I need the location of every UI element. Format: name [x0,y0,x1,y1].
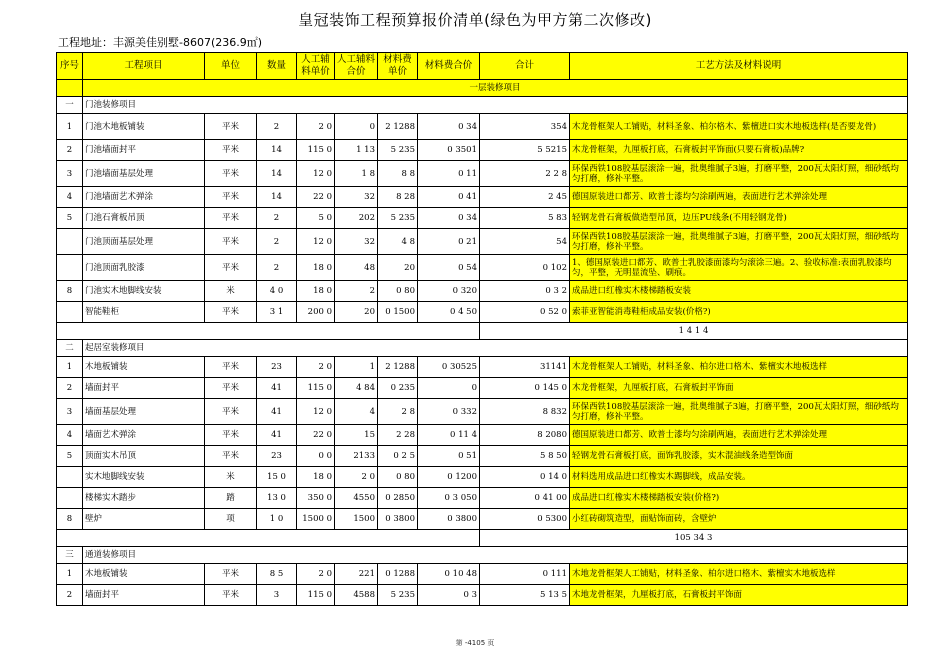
material-unit-price: 20 [378,255,418,281]
labor-unit-price: 18 0 [297,255,335,281]
material-unit-price: 5 235 [378,140,418,161]
floor-spacer [57,80,83,97]
table-row [57,255,908,281]
labor-unit-price: 115 0 [297,378,335,399]
table-row [57,467,908,488]
material-total: 0 10 48 [418,564,480,585]
item-name: 楼梯实木踏步 [83,488,205,509]
item-name: 门池墙面基层处理 [83,161,205,187]
labor-total: 202 [335,208,378,229]
header-row [57,53,908,80]
unit: 平米 [205,187,257,208]
section-number: 三 [57,547,83,564]
labor-total: 1 13 [335,140,378,161]
quantity: 14 [257,187,297,208]
unit: 米 [205,281,257,302]
section-row [57,97,908,114]
labor-total: 1500 [335,509,378,530]
subtotal-spacer [57,530,480,547]
unit: 平米 [205,446,257,467]
material-unit-price: 2 28 [378,425,418,446]
quantity: 14 [257,161,297,187]
labor-total: 4 [335,399,378,425]
material-total: 0 11 4 [418,425,480,446]
material-unit-price: 0 80 [378,467,418,488]
table-row [57,161,908,187]
material-unit-price: 8 28 [378,187,418,208]
labor-total: 4588 [335,585,378,606]
item-name: 实木地脚线安装 [83,467,205,488]
section-name: 门池装修项目 [83,97,908,114]
item-name: 墙面封平 [83,378,205,399]
table-row [57,114,908,140]
labor-total: 1 [335,357,378,378]
labor-unit-price: 1500 0 [297,509,335,530]
table-row [57,564,908,585]
material-total: 0 3 050 [418,488,480,509]
material-total: 0 3 [418,585,480,606]
method-description: 环保西铁108胶基层滚涂一遍，批奥维腻子3遍，打磨平整，200瓦太阳灯照，细砂纸均匀打磨，修补平整。 [570,161,908,187]
labor-total: 32 [335,229,378,255]
section-row [57,547,908,564]
labor-unit-price: 2 0 [297,114,335,140]
quantity: 41 [257,399,297,425]
quantity: 1 0 [257,509,297,530]
row-total: 0 145 0 [480,378,570,399]
table-row [57,585,908,606]
method-description: 轻钢龙骨石膏板打底，面饰乳胶漆，实木混油线条造型饰面 [570,446,908,467]
labor-total: 20 [335,302,378,323]
material-total: 0 11 [418,161,480,187]
row-total: 0 41 00 [480,488,570,509]
material-unit-price: 0 3800 [378,509,418,530]
labor-unit-price: 2 0 [297,357,335,378]
method-description: 轻钢龙骨石膏板做造型吊顶，边压PU线条(不用轻钢龙骨) [570,208,908,229]
material-unit-price: 5 235 [378,585,418,606]
row-total: 0 5300 [480,509,570,530]
method-description: 木地龙骨框架，九厘板打底，石膏板封平饰面 [570,585,908,606]
material-total: 0 4 50 [418,302,480,323]
unit: 平米 [205,302,257,323]
material-unit-price: 0 235 [378,378,418,399]
floor-label: 一层装修项目 [83,80,908,97]
row-total: 0 14 0 [480,467,570,488]
table-row [57,425,908,446]
row-number [57,467,83,488]
quantity: 23 [257,357,297,378]
labor-unit-price: 115 0 [297,140,335,161]
labor-total: 2 0 [335,467,378,488]
section-number: 一 [57,97,83,114]
row-number: 4 [57,187,83,208]
labor-unit-price: 18 0 [297,281,335,302]
item-name: 门池石膏板吊顶 [83,208,205,229]
method-description: 1、德国原装进口都芳、欧普士乳胶漆面漆均匀滚涂三遍。2、验收标准:表面乳胶漆均匀，平整，无明显流坠、刷痕。 [570,255,908,281]
item-name: 门池顶面基层处理 [83,229,205,255]
subtotal-row [57,530,908,547]
row-total: 5 13 5 [480,585,570,606]
method-description: 环保西铁108胶基层滚涂一遍，批奥维腻子3遍，打磨平整，200瓦太阳灯照，细砂纸均匀打磨，修补平整。 [570,399,908,425]
labor-unit-price: 12 0 [297,399,335,425]
row-number: 5 [57,208,83,229]
labor-total: 2133 [335,446,378,467]
unit: 踏 [205,488,257,509]
material-unit-price: 0 1288 [378,564,418,585]
row-total: 2 2 8 [480,161,570,187]
section-name: 起居室装修项目 [83,340,908,357]
material-total: 0 41 [418,187,480,208]
quantity: 41 [257,378,297,399]
item-name: 木地板铺装 [83,357,205,378]
row-number: 1 [57,564,83,585]
material-total: 0 51 [418,446,480,467]
material-unit-price: 5 235 [378,208,418,229]
material-unit-price: 4 8 [378,229,418,255]
table-row [57,509,908,530]
row-number [57,229,83,255]
labor-unit-price: 22 0 [297,187,335,208]
labor-unit-price: 5 0 [297,208,335,229]
labor-total: 221 [335,564,378,585]
unit: 米 [205,467,257,488]
material-total: 0 3501 [418,140,480,161]
row-number: 1 [57,114,83,140]
labor-unit-price: 350 0 [297,488,335,509]
row-total: 5 5215 [480,140,570,161]
unit: 平米 [205,357,257,378]
section-subtotal: 105 34 3 [480,530,908,547]
material-unit-price: 0 2 5 [378,446,418,467]
unit: 项 [205,509,257,530]
method-description: 小红砖砌筑造型，面贴饰面砖，含壁炉 [570,509,908,530]
table-row [57,187,908,208]
labor-unit-price: 22 0 [297,425,335,446]
material-unit-price: 0 2850 [378,488,418,509]
subtotal-row [57,323,908,340]
item-name: 墙面封平 [83,585,205,606]
item-name: 顶面实木吊顶 [83,446,205,467]
labor-unit-price: 115 0 [297,585,335,606]
unit: 平米 [205,255,257,281]
row-total: 0 111 [480,564,570,585]
row-number: 2 [57,140,83,161]
column-header: 单位 [205,53,257,80]
labor-unit-price: 200 0 [297,302,335,323]
unit: 平米 [205,378,257,399]
item-name: 墙面基层处理 [83,399,205,425]
method-description: 环保西铁108胶基层滚涂一遍，批奥维腻子3遍，打磨平整，200瓦太阳灯照，细砂纸均匀打磨，修补平整。 [570,229,908,255]
project-address: 工程地址：丰源美佳别墅-8607(236.9㎡) [58,36,263,49]
method-description: 木龙骨框架，九厘板打底，石膏板封平饰面(只要石膏板)品牌? [570,140,908,161]
unit: 平米 [205,585,257,606]
column-header: 材料费合价 [418,53,480,80]
method-description: 德国原装进口都芳、欧普士漆均匀涂刷两遍，表面进行艺术弹涂处理 [570,187,908,208]
quantity: 3 [257,585,297,606]
column-header: 材料费单价 [378,53,418,80]
row-number: 2 [57,378,83,399]
row-number: 5 [57,446,83,467]
material-total: 0 3800 [418,509,480,530]
quantity: 8 5 [257,564,297,585]
labor-unit-price: 12 0 [297,229,335,255]
row-number: 3 [57,399,83,425]
method-description: 索菲亚智能消毒鞋柜成品安装(价格?) [570,302,908,323]
material-unit-price: 2 1288 [378,114,418,140]
column-header: 数量 [257,53,297,80]
column-header: 合计 [480,53,570,80]
row-number: 1 [57,357,83,378]
labor-total: 4550 [335,488,378,509]
quantity: 14 [257,140,297,161]
labor-unit-price: 12 0 [297,161,335,187]
section-subtotal: 1 4 1 4 [480,323,908,340]
material-total: 0 1200 [418,467,480,488]
item-name: 门池墙面封平 [83,140,205,161]
method-description: 德国原装进口都芳、欧普士漆均匀涂刷两遍，表面进行艺术弹涂处理 [570,425,908,446]
material-total: 0 320 [418,281,480,302]
quantity: 23 [257,446,297,467]
column-header: 工艺方法及材料说明 [570,53,908,80]
quantity: 15 0 [257,467,297,488]
unit: 平米 [205,425,257,446]
unit: 平米 [205,161,257,187]
quantity: 3 1 [257,302,297,323]
row-total: 31141 [480,357,570,378]
row-number: 3 [57,161,83,187]
labor-total: 0 [335,114,378,140]
row-number [57,488,83,509]
section-number: 二 [57,340,83,357]
material-total: 0 54 [418,255,480,281]
unit: 平米 [205,140,257,161]
row-total: 354 [480,114,570,140]
section-name: 通道装修项目 [83,547,908,564]
sheet-title: 皇冠装饰工程预算报价清单(绿色为甲方第二次修改) [298,11,652,29]
row-total: 5 8 50 [480,446,570,467]
material-total: 0 332 [418,399,480,425]
row-number: 2 [57,585,83,606]
method-description: 木地龙骨框架人工铺贴，材料圣象、柏尔进口格木、紫檀实木地板选样 [570,564,908,585]
material-total: 0 30525 [418,357,480,378]
item-name: 墙面艺术弹涂 [83,425,205,446]
method-description: 木龙骨框架人工铺贴，材料圣象、柏尔进口格木、紫檀实木地板选样 [570,357,908,378]
row-number: 8 [57,509,83,530]
column-header: 人工辅料合价 [335,53,378,80]
quantity: 41 [257,425,297,446]
table-row [57,378,908,399]
method-description: 木龙骨框架，九厘板打底，石膏板封平饰面 [570,378,908,399]
row-number: 4 [57,425,83,446]
quantity: 2 [257,114,297,140]
material-total: 0 34 [418,114,480,140]
item-name: 门池顶面乳胶漆 [83,255,205,281]
table-row [57,281,908,302]
table-row [57,302,908,323]
method-description: 成品进口红橡实木楼梯踏板安装(价格?) [570,488,908,509]
labor-total: 32 [335,187,378,208]
row-number: 8 [57,281,83,302]
quantity: 13 0 [257,488,297,509]
unit: 平米 [205,114,257,140]
labor-total: 1 8 [335,161,378,187]
row-total: 8 832 [480,399,570,425]
unit: 平米 [205,208,257,229]
labor-unit-price: 18 0 [297,467,335,488]
labor-total: 15 [335,425,378,446]
quantity: 2 [257,208,297,229]
material-unit-price: 0 80 [378,281,418,302]
floor-row [57,80,908,97]
unit: 平米 [205,229,257,255]
labor-unit-price: 2 0 [297,564,335,585]
section-row [57,340,908,357]
page-footer: 第 -4105 页 [455,639,495,647]
row-total: 54 [480,229,570,255]
labor-total: 4 84 [335,378,378,399]
unit: 平米 [205,399,257,425]
item-name: 壁炉 [83,509,205,530]
row-total: 5 83 [480,208,570,229]
method-description: 成品进口红橡实木楼梯踏板安装 [570,281,908,302]
row-total: 8 2080 [480,425,570,446]
row-total: 2 45 [480,187,570,208]
unit: 平米 [205,564,257,585]
column-header: 人工辅料单价 [297,53,335,80]
item-name: 门池木地板铺装 [83,114,205,140]
row-number [57,255,83,281]
column-header: 工程项目 [83,53,205,80]
method-description: 材料选用成品进口红橡实木踢脚线，成品安装。 [570,467,908,488]
material-unit-price: 2 1288 [378,357,418,378]
item-name: 门池实木地脚线安装 [83,281,205,302]
row-total: 0 52 0 [480,302,570,323]
material-total: 0 34 [418,208,480,229]
table-row [57,140,908,161]
quantity: 2 [257,229,297,255]
material-total: 0 [418,378,480,399]
method-description: 木龙骨框架人工铺贴，材料圣象、柏尔格木、紫檀进口实木地板选样(是否要龙骨) [570,114,908,140]
item-name: 门池墙面艺术弹涂 [83,187,205,208]
material-unit-price: 2 8 [378,399,418,425]
labor-total: 48 [335,255,378,281]
table-row [57,488,908,509]
material-unit-price: 8 8 [378,161,418,187]
item-name: 木地板铺装 [83,564,205,585]
material-total: 0 21 [418,229,480,255]
budget-table [56,52,908,606]
table-row [57,229,908,255]
quantity: 2 [257,255,297,281]
quantity: 4 0 [257,281,297,302]
subtotal-spacer [57,323,480,340]
table-row [57,399,908,425]
row-total: 0 3 2 [480,281,570,302]
labor-total: 2 [335,281,378,302]
table-row [57,357,908,378]
material-unit-price: 0 1500 [378,302,418,323]
table-row [57,208,908,229]
labor-unit-price: 0 0 [297,446,335,467]
table-row [57,446,908,467]
item-name: 智能鞋柜 [83,302,205,323]
column-header: 序号 [57,53,83,80]
row-number [57,302,83,323]
row-total: 0 102 [480,255,570,281]
